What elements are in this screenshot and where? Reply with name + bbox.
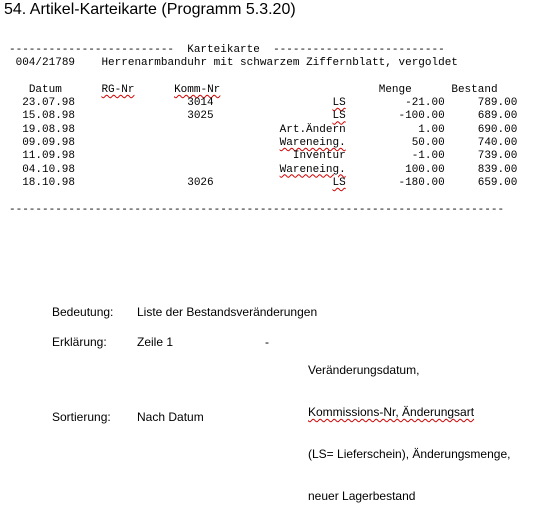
erklaerung-line-3 (308, 447, 510, 461)
row-komm-nr: 3025 (187, 110, 214, 123)
row-aenderungsart: Wareneing. (279, 163, 346, 176)
header-rule-right: -------------------------- (273, 44, 445, 56)
row-menge: -100.00 (398, 110, 445, 123)
erklaerung-line-3-text: (LS= Lieferschein), Änderungsmenge, (308, 447, 511, 461)
erklaerung-line-2: Kommissions-Nr, Änderungsart (308, 405, 475, 419)
blank-line (9, 190, 517, 203)
page-title: 54. Artikel-Karteikarte (Programm 5.3.20) (4, 1, 296, 18)
row-menge: 100.00 (405, 163, 445, 176)
sortierung-label: Sortierung: (52, 410, 111, 424)
row-aenderungsart: Wareneing. (279, 137, 346, 150)
row-komm-nr: 3026 (187, 176, 214, 189)
table-row (9, 150, 517, 163)
karteikarte-title: Karteikarte (187, 44, 260, 56)
row-aenderungsart: LS (332, 97, 346, 110)
row-bestand: 659.00 (477, 176, 518, 189)
row-menge: -21.00 (405, 97, 445, 110)
row-aenderungsart: Art.Ändern (279, 123, 346, 136)
row-menge: -180.00 (398, 176, 445, 189)
erklaerung-label: Erklärung: (52, 335, 107, 349)
article-description: Herrenarmbanduhr mit schwarzem Ziffernblatt, vergoldet (101, 57, 458, 70)
row-datum: 11.09.98 (22, 150, 76, 163)
row-aenderungsart: Inventur (292, 150, 346, 163)
row-komm-nr: 3014 (187, 97, 214, 110)
column-rg-nr: RG-Nr (101, 83, 135, 96)
karteikarte-rows (9, 97, 517, 190)
row-menge: 1.00 (418, 123, 445, 136)
row-datum: 09.09.98 (22, 137, 76, 150)
table-row (9, 164, 517, 177)
footer-rule: --------------------------------------------------------------------------- (9, 203, 505, 216)
row-bestand: 739.00 (477, 150, 518, 163)
article-line (9, 57, 517, 70)
table-row (9, 124, 517, 137)
header-rule-left: ------------------------- (9, 44, 175, 56)
bedeutung-label: Bedeutung: (52, 305, 114, 319)
erklaerung-dash: - (265, 335, 269, 349)
table-row (9, 177, 517, 190)
erklaerung-line-1: Veränderungsdatum, (308, 363, 420, 377)
row-menge: -1.00 (411, 150, 445, 163)
article-number: 004/21789 (15, 57, 76, 70)
column-header-row (9, 84, 517, 97)
row-bestand: 789.00 (477, 97, 518, 110)
row-bestand: 740.00 (477, 137, 518, 150)
row-aenderungsart: LS (332, 110, 346, 123)
row-bestand: 689.00 (477, 110, 518, 123)
row-datum: 18.10.98 (22, 176, 76, 189)
row-datum: 19.08.98 (22, 123, 76, 136)
row-menge: 50.00 (411, 137, 445, 150)
table-row (9, 110, 517, 123)
table-row (9, 97, 517, 110)
erklaerung-field: Zeile 1 (137, 335, 174, 349)
erklaerung-line-4: neuer Lagerbestand (308, 489, 416, 503)
karteikarte-listing (9, 44, 517, 217)
column-menge: Menge (378, 83, 412, 96)
row-datum: 04.10.98 (22, 163, 76, 176)
table-row (9, 137, 517, 150)
bedeutung-value: Liste der Bestandsveränderungen (137, 305, 318, 319)
row-bestand: 839.00 (477, 163, 518, 176)
column-datum: Datum (28, 83, 62, 96)
column-komm-nr: Komm-Nr (174, 83, 221, 96)
row-aenderungsart: LS (332, 176, 346, 189)
row-bestand: 690.00 (477, 123, 518, 136)
header-rule (9, 44, 517, 57)
column-bestand: Bestand (451, 83, 498, 96)
row-datum: 15.08.98 (22, 110, 76, 123)
row-datum: 23.07.98 (22, 97, 76, 110)
sortierung-value: Nach Datum (137, 410, 204, 424)
erklaerung-description (308, 335, 510, 517)
blank-line (9, 71, 517, 84)
